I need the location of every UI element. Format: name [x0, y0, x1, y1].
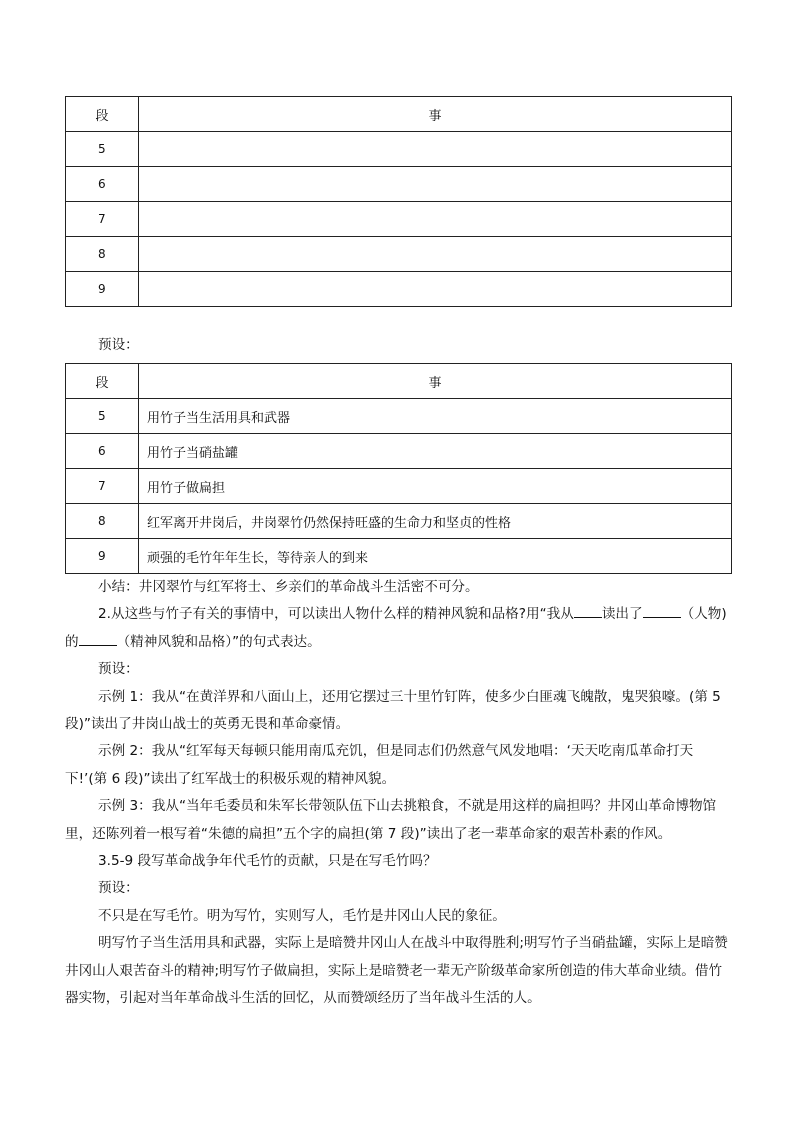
paragraph-number: 7: [66, 469, 139, 504]
header-paragraph: 段: [66, 364, 139, 399]
table-row: [66, 237, 732, 272]
event-cell: [139, 202, 732, 237]
table-header-row: [66, 364, 732, 399]
paragraph-number: 6: [66, 167, 139, 202]
table-row: [66, 202, 732, 237]
event-cell: [139, 167, 732, 202]
paragraph-number: 5: [66, 399, 139, 434]
header-paragraph: 段: [66, 97, 139, 132]
event-cell: [139, 132, 732, 167]
question-2-part2: 读出了: [601, 606, 643, 623]
answer-paragraph-2: 明写竹子当生活用具和武器，实际上是暗赞井冈山人在战斗中取得胜利;明写竹子当硝盐罐，实际上是暗赞井冈山人艰苦奋斗的精神;明写竹子做扁担，实际上是暗赞老一辈无产阶级革命家所创造的伟大革命业绩。借竹器实物，引起对当年革命战斗生活的回忆，从而赞颂经历了当年战斗生活的人。: [65, 935, 728, 1007]
table-row: [66, 539, 732, 574]
question-2: [65, 601, 733, 656]
event-cell: 顽强的毛竹年年生长，等待亲人的到来: [139, 539, 732, 574]
preset-label: 预设：: [98, 880, 139, 897]
example-3: 示例 3：我从“当年毛委员和朱军长带领队伍下山去挑粮食，不就是用这样的扁担吗？井冈山革命博物馆里，还陈列着一根写着“朱德的扁担”五个字的扁担(第 7 段)”读出了老一辈革命家的艰苦朴素的作风。: [65, 798, 717, 842]
paragraph-number: 8: [66, 237, 139, 272]
question-2-part3: （人物)的: [65, 606, 727, 650]
example-1: 示例 1：我从“在黄洋界和八面山上，还用它摆过三十里竹钉阵，使多少白匪魂飞魄散，鬼哭狼嚎。(第 5 段)”读出了井岗山战士的英勇无畏和革命豪情。: [65, 688, 721, 733]
event-cell: 用竹子当生活用具和武器: [139, 399, 732, 434]
table-row: [66, 434, 732, 469]
example-2: 示例 2：我从“红军每天每顿只能用南瓜充饥，但是同志们仍然意气风发地唱：‘天天吃南瓜革命打天下!’(第 6 段)”读出了红军战士的积极乐观的精神风貌。: [65, 743, 694, 787]
header-event: 事: [139, 364, 732, 399]
event-cell: 用竹子当硝盐罐: [139, 434, 732, 469]
paragraph-number: 6: [66, 434, 139, 469]
event-cell: [139, 272, 732, 307]
question-2-part4: （精神风貌和品格）”的句式表达。: [116, 633, 321, 650]
fill-blank: [79, 631, 117, 646]
event-cell: 红军离开井岗后，井岗翠竹仍然保持旺盛的生命力和坚贞的性格: [139, 504, 732, 539]
paragraph-number: 5: [66, 132, 139, 167]
table-row: [66, 399, 732, 434]
event-table-filled: [65, 363, 732, 574]
question-2-part1: 2.从这些与竹子有关的事情中，可以读出人物什么样的精神风貌和品格?用“我从: [98, 606, 574, 623]
table-row: [66, 132, 732, 167]
event-table-empty: [65, 96, 732, 307]
table-row: [66, 167, 732, 202]
table-header-row: [66, 97, 732, 132]
table-row: [66, 469, 732, 504]
summary-paragraph: 小结：井冈翠竹与红军将士、乡亲们的革命战斗生活密不可分。: [98, 579, 479, 595]
text-block: [65, 574, 733, 1013]
table-row: [66, 504, 732, 539]
header-event: 事: [139, 97, 732, 132]
preset-label: 预设：: [98, 337, 139, 353]
question-3: 3.5-9 段写革命战争年代毛竹的贡献，只是在写毛竹吗？: [98, 853, 437, 870]
table-row: [66, 272, 732, 307]
paragraph-number: 8: [66, 504, 139, 539]
answer-paragraph-1: 不只是在写毛竹。明为写竹，实则写人，毛竹是井冈山人民的象征。: [98, 907, 506, 924]
paragraph-number: 7: [66, 202, 139, 237]
fill-blank: [643, 604, 681, 619]
paragraph-number: 9: [66, 272, 139, 307]
fill-blank: [574, 604, 602, 619]
event-cell: [139, 237, 732, 272]
event-cell: 用竹子做扁担: [139, 469, 732, 504]
paragraph-number: 9: [66, 539, 139, 574]
preset-label: 预设：: [98, 661, 139, 678]
